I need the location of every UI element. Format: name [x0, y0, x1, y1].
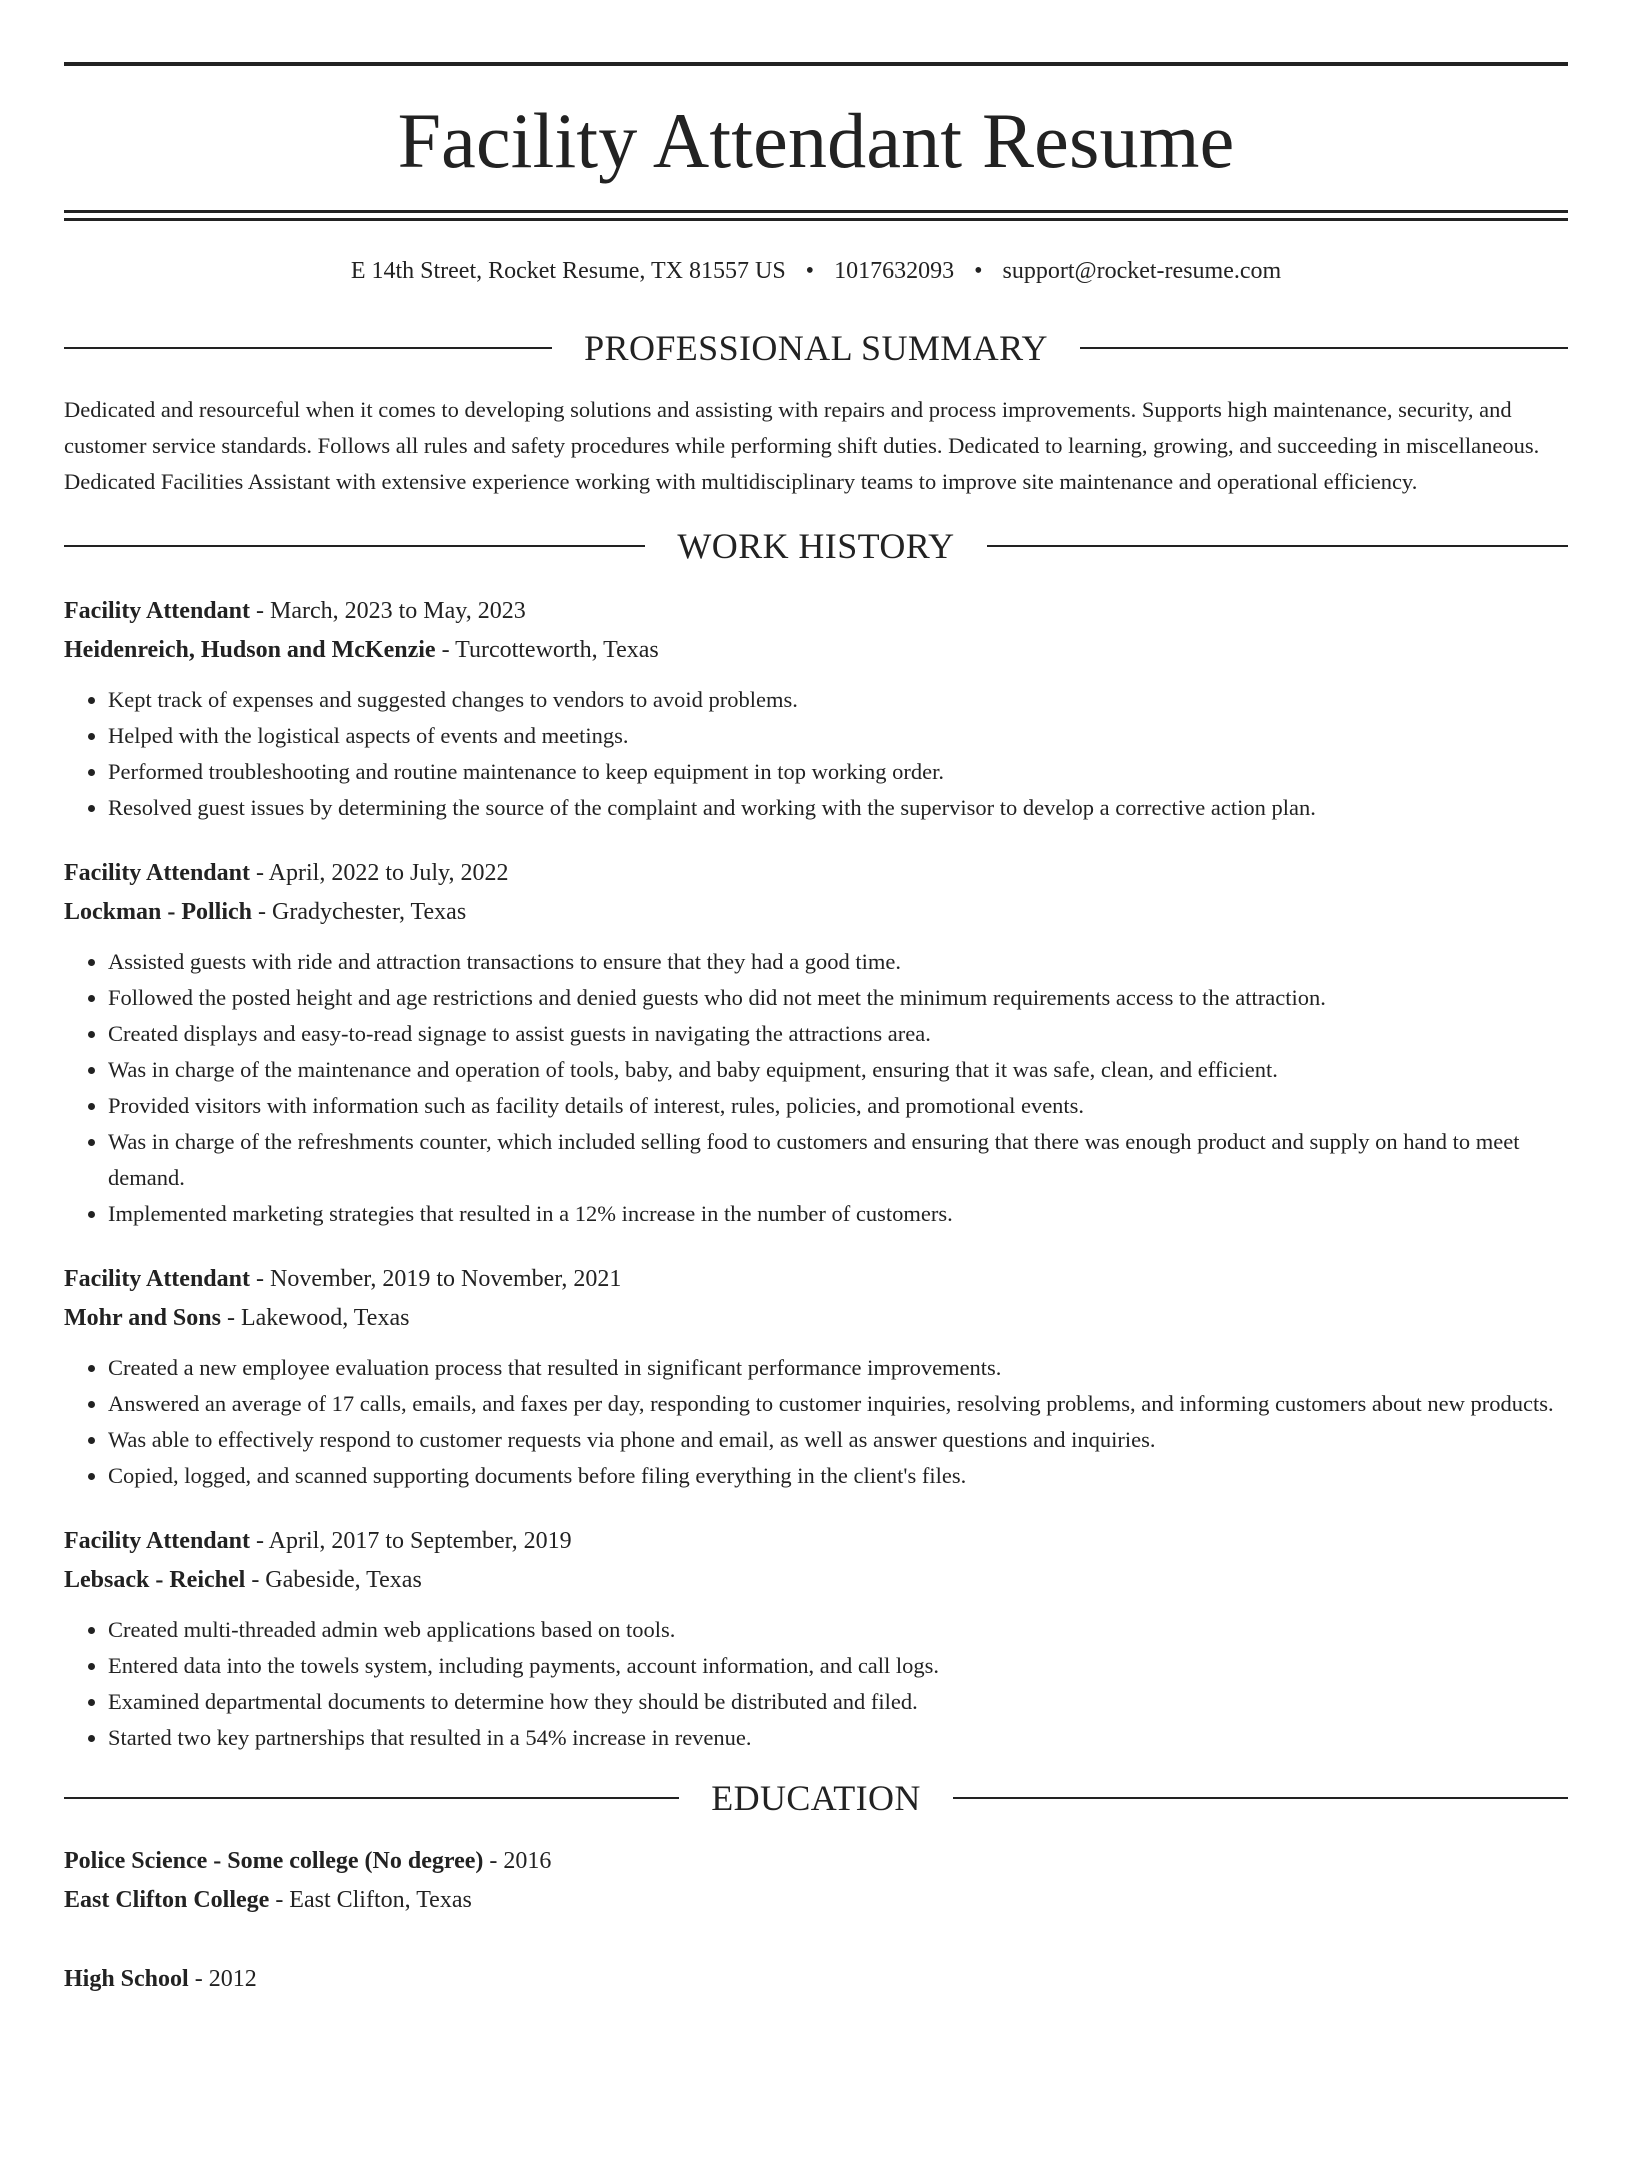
job-bullet-list [64, 1612, 1568, 1756]
summary-paragraph: Dedicated and resourceful when it comes to developing solutions and assisting with repairs and process improvements. Supports high maintenance, security, and customer service standards. Follows all rules and safety procedures while performing shift duties. Dedicated to learning, growing, and succeeding in miscellaneous. Dedicated Facilities Assistant with extensive experience working with multidisciplinary teams to improve site maintenance and operational efficiency. [64, 396, 1540, 494]
section-heading-education [64, 1777, 1568, 1818]
section-title-education: EDUCATION [711, 1777, 921, 1818]
resume-title: Facility Attendant Resume [397, 97, 1235, 184]
job-dates: - November, 2019 to November, 2021 [250, 1265, 622, 1292]
job-bullet: • Provided visitors with information such as facility details of interest, rules, policies, and promotional events. [108, 1088, 1568, 1124]
job-title-line [64, 854, 1568, 893]
section-heading-work [64, 525, 1568, 566]
job-company-line [64, 893, 1568, 932]
education-year: - 2016 [483, 1847, 552, 1874]
education-school-line [64, 1881, 1568, 1920]
job-title: Facility Attendant [64, 859, 250, 886]
job-title: Facility Attendant [64, 1265, 250, 1292]
education-list [64, 1842, 1568, 1999]
education-location: - East Clifton, Texas [269, 1886, 472, 1913]
work-history-list [64, 592, 1568, 1756]
section-heading-summary [64, 327, 1568, 368]
section-title-work: WORK HISTORY [677, 525, 955, 566]
contact-address: E 14th Street, Rocket Resume, TX 81557 US [350, 258, 786, 284]
job-bullet: • Answered an average of 17 calls, emails, and faxes per day, responding to customer inquiries, resolving problems, and informing customers about new products. [108, 1386, 1568, 1422]
heading-rule-right [953, 1797, 1568, 1799]
job-location: - Turcotteworth, Texas [435, 636, 659, 663]
contact-email[interactable]: support@rocket-resume.com [1002, 258, 1282, 284]
job-title-line [64, 1522, 1568, 1561]
job-bullet: • Entered data into the towels system, including payments, account information, and call logs. [108, 1648, 1568, 1684]
job-company-line [64, 1299, 1568, 1338]
job-bullet: • Was in charge of the maintenance and operation of tools, baby, and baby equipment, ensuring that it was safe, clean, and efficient. [108, 1052, 1568, 1088]
job-bullet: • Created a new employee evaluation process that resulted in significant performance improvements. [108, 1350, 1568, 1386]
job-bullet: • Kept track of expenses and suggested changes to vendors to avoid problems. [108, 682, 1568, 718]
job-bullet: • Examined departmental documents to determine how they should be distributed and filed. [108, 1684, 1568, 1720]
job-dates: - April, 2017 to September, 2019 [250, 1527, 572, 1554]
job-bullet: • Assisted guests with ride and attraction transactions to ensure that they had a good time. [108, 944, 1568, 980]
education-entry [64, 1842, 1568, 1920]
education-school: East Clifton College [64, 1886, 270, 1913]
contact-separator: • [974, 258, 983, 284]
contact-phone: 1017632093 [834, 258, 955, 284]
contact-separator: • [805, 258, 815, 284]
job-company: Lockman - Pollich [64, 898, 253, 925]
heading-rule-right [1080, 347, 1568, 349]
job-entry [64, 1260, 1568, 1494]
job-bullet: • Followed the posted height and age restrictions and denied guests who did not meet the minimum requirements access to the attraction. [108, 980, 1568, 1016]
job-bullet: • Was able to effectively respond to customer requests via phone and email, as well as answer questions and inquiries. [108, 1422, 1568, 1458]
job-bullet: • Performed troubleshooting and routine maintenance to keep equipment in top working order. [108, 754, 1568, 790]
education-degree: Police Science - Some college (No degree) [64, 1847, 484, 1874]
education-entry [64, 1960, 1568, 1999]
heading-rule-left [64, 1797, 679, 1799]
job-bullet: • Implemented marketing strategies that resulted in a 12% increase in the number of customers. [108, 1196, 1568, 1232]
job-company: Mohr and Sons [64, 1304, 221, 1331]
job-dates: - April, 2022 to July, 2022 [250, 859, 509, 886]
job-bullet-list [64, 682, 1568, 826]
job-bullet: • Created displays and easy-to-read signage to assist guests in navigating the attractions area. [108, 1016, 1568, 1052]
job-title: Facility Attendant [64, 597, 250, 624]
education-degree-line [64, 1960, 1568, 1999]
resume-page [0, 62, 1632, 2174]
education-degree: High School [64, 1965, 189, 1992]
job-bullet: • Helped with the logistical aspects of events and meetings. [108, 718, 1568, 754]
job-bullet: • Copied, logged, and scanned supporting documents before filing everything in the client's files. [108, 1458, 1568, 1494]
job-bullet: • Created multi-threaded admin web applications based on tools. [108, 1612, 1568, 1648]
job-bullet-list [64, 944, 1568, 1232]
job-title-line [64, 592, 1568, 631]
job-company: Heidenreich, Hudson and McKenzie [64, 636, 436, 663]
job-title: Facility Attendant [64, 1527, 250, 1554]
job-bullet: • Resolved guest issues by determining the source of the complaint and working with the supervisor to develop a corrective action plan. [108, 790, 1568, 826]
job-location: - Gradychester, Texas [252, 898, 467, 925]
job-bullet: • Was in charge of the refreshments counter, which included selling food to customers and ensuring that there was enough product and supply on hand to meet demand. [108, 1124, 1568, 1196]
education-degree-line [64, 1842, 1568, 1881]
job-location: - Lakewood, Texas [220, 1304, 410, 1331]
heading-rule-left [64, 347, 552, 349]
education-year: - 2012 [188, 1965, 257, 1992]
job-title-line [64, 1260, 1568, 1299]
job-entry [64, 854, 1568, 1232]
job-entry [64, 1522, 1568, 1756]
top-divider [64, 62, 1568, 66]
job-entry [64, 592, 1568, 826]
job-bullet-list [64, 1350, 1568, 1494]
job-location: - Gabeside, Texas [245, 1566, 422, 1593]
job-company-line [64, 631, 1568, 670]
title-double-divider [64, 210, 1568, 221]
section-title-summary: PROFESSIONAL SUMMARY [584, 327, 1048, 368]
contact-line [64, 257, 1568, 286]
job-bullet: • Started two key partnerships that resulted in a 54% increase in revenue. [108, 1720, 1568, 1756]
heading-rule-right [987, 545, 1568, 547]
heading-rule-left [64, 545, 645, 547]
job-company: Lebsack - Reichel [64, 1566, 246, 1593]
job-dates: - March, 2023 to May, 2023 [250, 597, 526, 624]
job-company-line [64, 1561, 1568, 1600]
